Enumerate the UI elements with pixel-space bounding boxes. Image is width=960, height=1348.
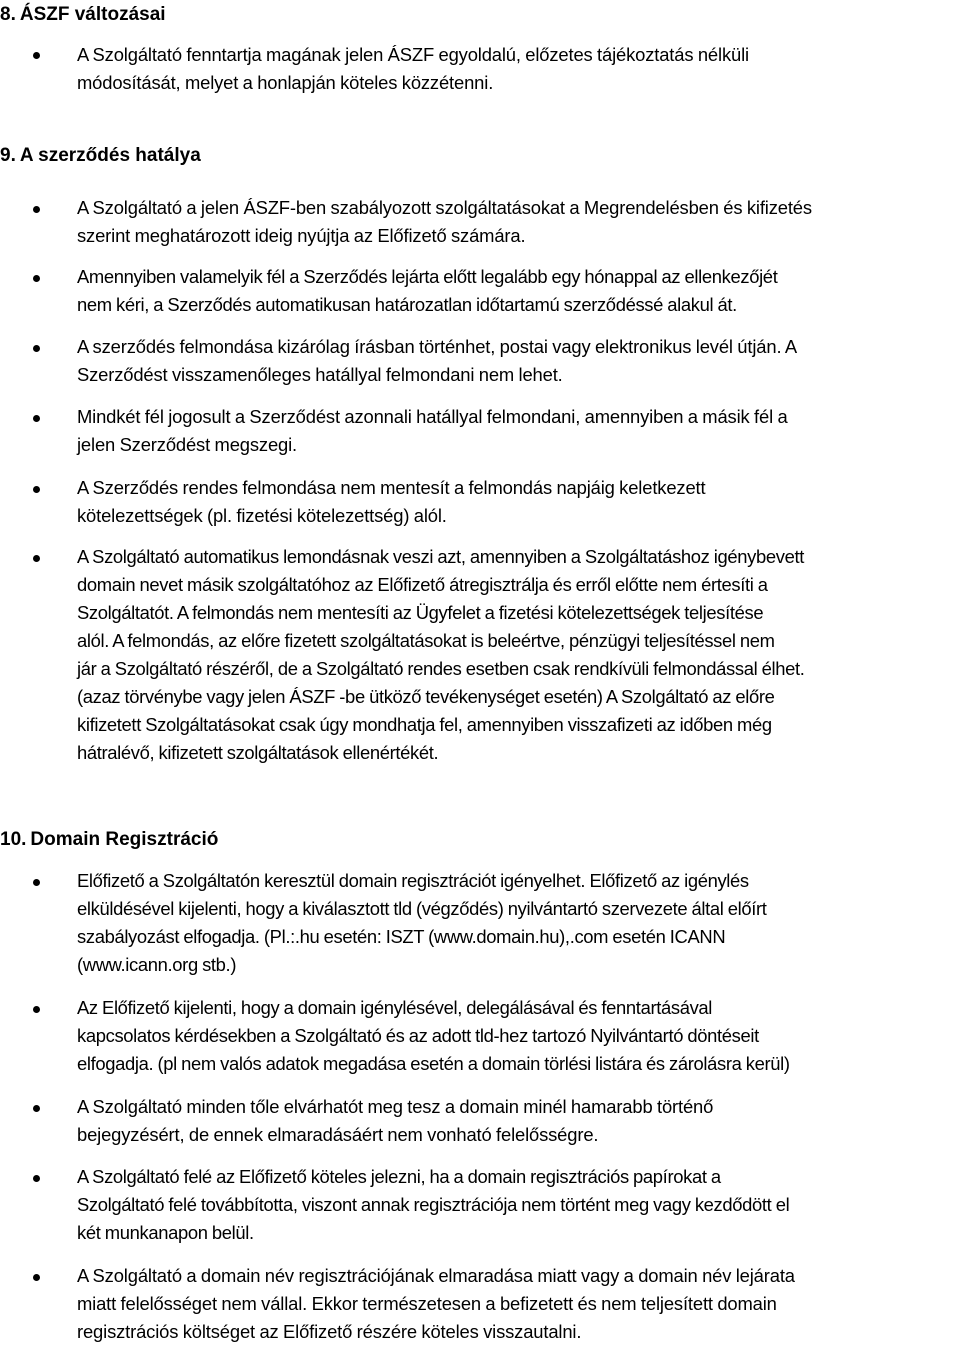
section-number: 10.	[0, 829, 27, 850]
paragraph-text: Az Előfizető kijelenti, hogy a domain igénylésével, delegálásával és fenntartásával kapcsolatos kérdésekben a Szolgáltató és az adott tld-hez tartozó Nyilvántartó döntéseit elfogadja. (pl nem valós adatok megadása esetén a domain törlési listára és zárolásra kerül)	[77, 997, 790, 1074]
bullet-icon	[33, 555, 40, 562]
paragraph-text: A Szolgáltató fenntartja magának jelen ÁSZF egyoldalú, előzetes tájékoztatás nélküli módosítását, melyet a honlapján köteles közzétenni.	[77, 44, 749, 93]
paragraph-text: Mindkét fél jogosult a Szerződést azonnali hatállyal felmondani, amennyiben a másik fél a jelen Szerződést megszegi.	[77, 406, 788, 455]
bullet-icon	[33, 345, 40, 352]
section-title: A szerződés hatálya	[19, 145, 201, 166]
bullet-icon	[33, 206, 40, 213]
paragraph-text: A Szolgáltató minden tőle elvárhatót meg tesz a domain minél hamarabb történő bejegyzésért, de ennek elmaradásáért nem vonható felelősségre.	[77, 1096, 714, 1145]
section-title: ÁSZF változásai	[19, 4, 166, 25]
section-heading-10	[0, 827, 218, 853]
section-heading-8	[0, 2, 166, 28]
bullet-icon	[33, 1006, 40, 1013]
paragraph-text: A Szolgáltató automatikus lemondásnak veszi azt, amennyiben a Szolgáltatáshoz igénybevett domain nevet másik szolgáltatóhoz az Előfizető átregisztrálja és erről előtte nem értesíti a Szolgáltatót. A felmondás nem mentesíti az Ügyfelet a fizetési kötelezettségek teljesítése alól. A felmondás, az előre fizetett szolgáltatásokat is beleértve, pénzügyi teljesítéssel nem jár a Szolgáltató részéről, de a Szolgáltató rendes esetben csak rendkívüli felmondással élhet. (azaz törvénybe vagy jelen ÁSZF -be ütköző tevékenységet esetén) A Szolgáltató az előre kifizetett Szolgáltatásokat csak úgy mondhatja fel, amennyiben visszafizeti az időben még hátralévő, kifizetett szolgáltatások ellenértékét.	[77, 546, 805, 763]
bullet-icon	[33, 486, 40, 493]
bullet-icon	[33, 1105, 40, 1112]
paragraph-text: A Szolgáltató a domain név regisztrációjának elmaradása miatt vagy a domain név lejárata miatt felelősséget nem vállal. Ekkor természetesen a befizetett és nem teljesített domain regisztrációs költséget az Előfizető részére köteles visszautalni.	[77, 1265, 795, 1342]
paragraph-text: A Szolgáltató felé az Előfizető köteles jelezni, ha a domain regisztrációs papírokat a Szolgáltató felé továbbította, viszont annak regisztrációja nem történt meg vagy kezdődött el két munkanapon belül.	[77, 1166, 790, 1243]
bullet-icon	[33, 415, 40, 422]
paragraph-text: A Szerződés rendes felmondása nem mentesít a felmondás napjáig keletkezett kötelezettségek (pl. fizetési kötelezettség) alól.	[77, 477, 706, 526]
paragraph-text: A Szolgáltató a jelen ÁSZF-ben szabályozott szolgáltatásokat a Megrendelésben és kifizetés szerint meghatározott ideig nyújtja az Előfizető számára.	[77, 197, 812, 246]
bullet-icon	[33, 52, 40, 59]
paragraph-text: A szerződés felmondása kizárólag írásban történhet, postai vagy elektronikus levél útján. A Szerződést visszamenőleges hatállyal felmondani nem lehet.	[77, 336, 797, 385]
section-heading-9	[0, 143, 201, 169]
paragraph-text: Előfizető a Szolgáltatón keresztül domain regisztrációt igényelhet. Előfizető az igénylés elküldésével kijelenti, hogy a kiválasztott tld (végződés) nyilvántartó szervezete által előírt szabályozást elfogadja. (Pl.:.hu esetén: ISZT (www.domain.hu),.com esetén ICANN (www.icann.org stb.)	[77, 870, 767, 975]
paragraph-text: Amennyiben valamelyik fél a Szerződés lejárta előtt legalább egy hónappal az ellenkezőjét nem kéri, a Szerződés automatikusan határozatlan időtartamú szerződéssé alakul át.	[77, 266, 778, 315]
section-title: Domain Regisztráció	[30, 829, 219, 850]
bullet-icon	[33, 879, 40, 886]
bullet-icon	[33, 1274, 40, 1281]
bullet-icon	[33, 1175, 40, 1182]
section-number: 8.	[0, 4, 16, 25]
section-number: 9.	[0, 145, 16, 166]
bullet-icon	[33, 275, 40, 282]
